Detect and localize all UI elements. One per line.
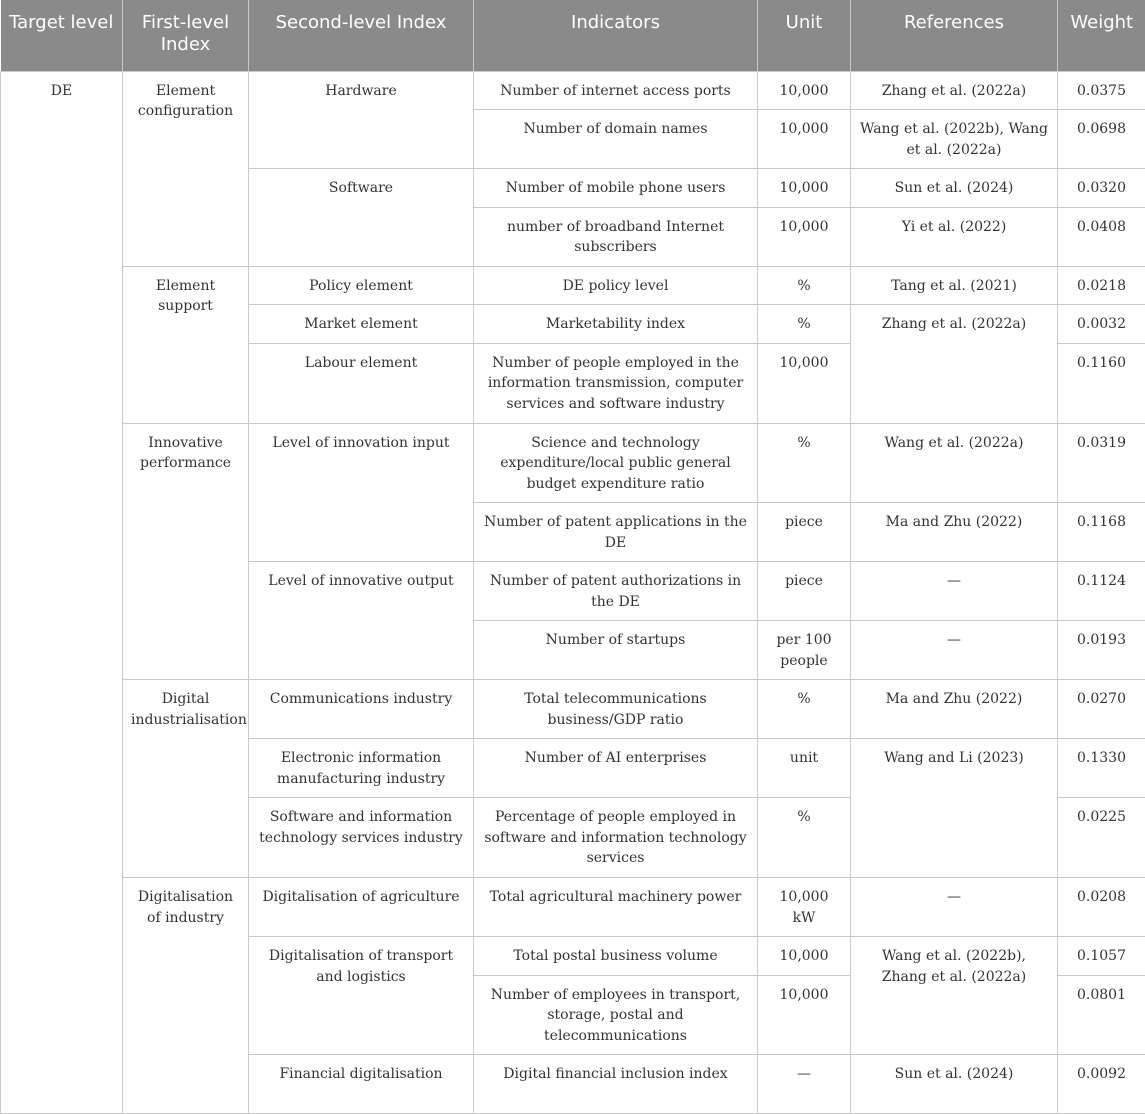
header-unit: Unit [758,0,851,71]
first-level-cell: Digital industrialisation [123,680,249,878]
header-weight: Weight [1058,0,1145,71]
indicator-cell: Science and technology expenditure/local public general budget expenditure ratio [474,423,758,503]
indicator-cell: Number of employees in transport, storage, postal and telecommunications [474,975,758,1055]
unit-cell: 10,000 [758,71,851,110]
unit-cell: 10,000 [758,975,851,1055]
weight-cell: 0.1160 [1058,343,1145,423]
indicator-cell: Total agricultural machinery power [474,878,758,937]
second-level-cell: Digitalisation of transport and logistics [249,937,474,1055]
unit-cell: piece [758,503,851,562]
weight-cell: 0.0319 [1058,423,1145,503]
reference-cell: — [851,878,1058,937]
weight-cell: 0.0218 [1058,266,1145,305]
unit-cell: — [758,1055,851,1114]
indicator-cell: Number of people employed in the information transmission, computer services and software industry [474,343,758,423]
header-first-level-index: First-level Index [123,0,249,71]
weight-cell: 0.1330 [1058,739,1145,798]
table-row [1,266,1145,305]
unit-cell: % [758,798,851,878]
table-row [1,680,1145,739]
reference-cell: Zhang et al. (2022a) [851,305,1058,424]
table-row [1,423,1145,503]
first-level-cell: Element configuration [123,71,249,266]
indicator-cell: Number of patent applications in the DE [474,503,758,562]
reference-cell: Yi et al. (2022) [851,207,1058,266]
reference-cell: Wang and Li (2023) [851,739,1058,878]
indicator-cell: Number of patent authorizations in the DE [474,562,758,621]
unit-cell: 10,000 [758,110,851,169]
reference-cell: Wang et al. (2022b), Zhang et al. (2022a) [851,937,1058,1055]
reference-cell: Ma and Zhu (2022) [851,680,1058,739]
header-row [1,0,1145,71]
reference-cell: Zhang et al. (2022a) [851,71,1058,110]
unit-cell: 10,000 [758,343,851,423]
weight-cell: 0.0193 [1058,621,1145,680]
indicator-cell: Number of AI enterprises [474,739,758,798]
reference-cell: Wang et al. (2022a) [851,423,1058,503]
weight-cell: 0.0801 [1058,975,1145,1055]
table-row [1,878,1145,937]
second-level-cell: Market element [249,305,474,344]
indicator-cell: Number of mobile phone users [474,169,758,208]
unit-cell: 10,000 [758,937,851,976]
first-level-cell: Innovative performance [123,423,249,680]
indicator-cell: Digital financial inclusion index [474,1055,758,1114]
indicator-cell: Number of internet access ports [474,71,758,110]
reference-cell: Tang et al. (2021) [851,266,1058,305]
header-target-level: Target level [1,0,123,71]
reference-cell: — [851,621,1058,680]
weight-cell: 0.0032 [1058,305,1145,344]
indicator-cell: Percentage of people employed in software and information technology services [474,798,758,878]
second-level-cell: Financial digitalisation [249,1055,474,1114]
weight-cell: 0.0225 [1058,798,1145,878]
weight-cell: 0.0375 [1058,71,1145,110]
second-level-cell: Digitalisation of agriculture [249,878,474,937]
table-row [1,71,1145,110]
indicator-cell: Number of startups [474,621,758,680]
indicator-cell: DE policy level [474,266,758,305]
unit-cell: % [758,305,851,344]
reference-cell: Sun et al. (2024) [851,169,1058,208]
target-level-cell: DE [1,71,123,1114]
reference-cell: Ma and Zhu (2022) [851,503,1058,562]
second-level-cell: Policy element [249,266,474,305]
header-indicators: Indicators [474,0,758,71]
second-level-cell: Level of innovative output [249,562,474,680]
unit-cell: % [758,680,851,739]
weight-cell: 0.0320 [1058,169,1145,208]
weight-cell: 0.1124 [1058,562,1145,621]
second-level-cell: Software [249,169,474,267]
indicator-cell: Number of domain names [474,110,758,169]
reference-cell: Wang et al. (2022b), Wang et al. (2022a) [851,110,1058,169]
reference-cell: — [851,562,1058,621]
unit-cell: % [758,266,851,305]
indicator-cell: Total telecommunications business/GDP ratio [474,680,758,739]
second-level-cell: Communications industry [249,680,474,739]
second-level-cell: Labour element [249,343,474,423]
indicator-cell: Total postal business volume [474,937,758,976]
unit-cell: piece [758,562,851,621]
unit-cell: % [758,423,851,503]
first-level-cell: Element support [123,266,249,423]
second-level-cell: Level of innovation input [249,423,474,562]
weight-cell: 0.0408 [1058,207,1145,266]
weight-cell: 0.1057 [1058,937,1145,976]
weight-cell: 0.0270 [1058,680,1145,739]
weight-cell: 0.0698 [1058,110,1145,169]
weight-cell: 0.1168 [1058,503,1145,562]
indicator-cell: number of broadband Internet subscribers [474,207,758,266]
weight-cell: 0.0208 [1058,878,1145,937]
unit-cell: 10,000 kW [758,878,851,937]
unit-cell: per 100 people [758,621,851,680]
unit-cell: unit [758,739,851,798]
second-level-cell: Electronic information manufacturing industry [249,739,474,798]
reference-cell: Sun et al. (2024) [851,1055,1058,1114]
unit-cell: 10,000 [758,169,851,208]
second-level-cell: Software and information technology services industry [249,798,474,878]
indicator-cell: Marketability index [474,305,758,344]
weight-cell: 0.0092 [1058,1055,1145,1114]
header-references: References [851,0,1058,71]
first-level-cell: Digitalisation of industry [123,878,249,1114]
unit-cell: 10,000 [758,207,851,266]
second-level-cell: Hardware [249,71,474,169]
header-second-level-index: Second-level Index [249,0,474,71]
